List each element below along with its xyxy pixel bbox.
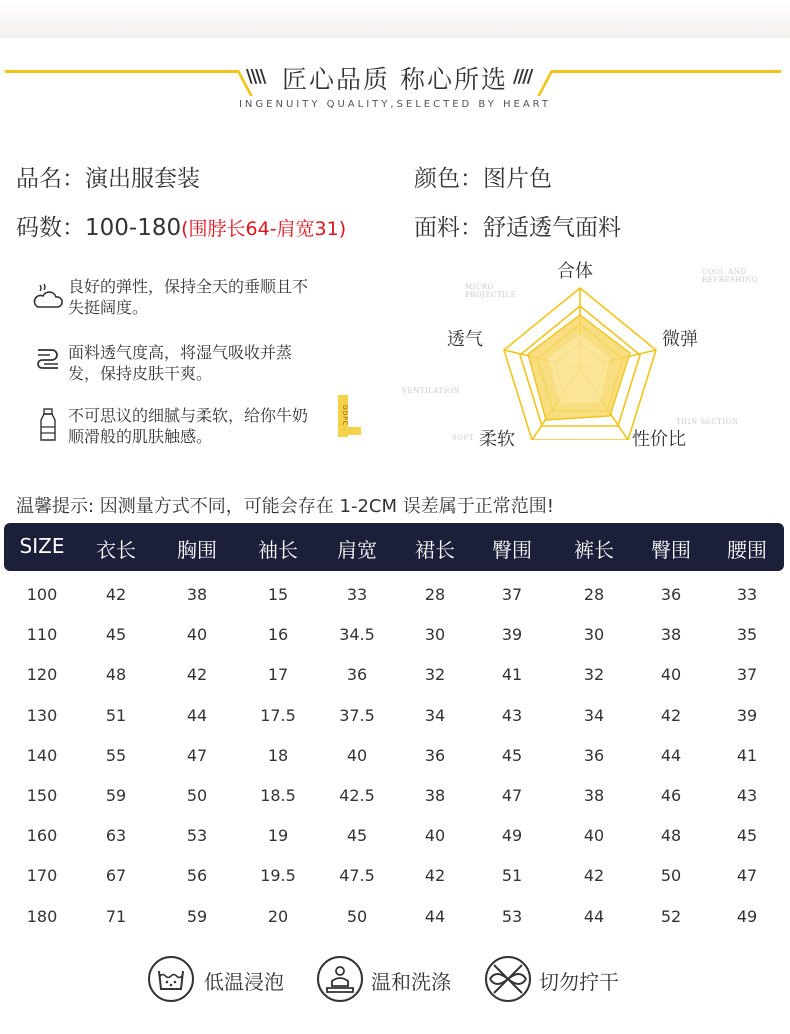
table-cell: 28 bbox=[583, 585, 605, 604]
brand-tag-foot bbox=[347, 427, 361, 435]
table-cell: 44 bbox=[583, 906, 605, 926]
care-label-wring: 切勿拧干 bbox=[539, 970, 619, 994]
table-cell: 40 bbox=[583, 826, 605, 846]
table-cell: 41 bbox=[501, 665, 523, 685]
table-cell: 48 bbox=[660, 826, 682, 846]
table-cell: 32 bbox=[583, 665, 605, 685]
table-cell: 170 bbox=[26, 866, 58, 886]
table-row bbox=[0, 776, 790, 816]
table-cell: 35 bbox=[736, 625, 758, 645]
table-header-cell: 肩宽 bbox=[337, 538, 377, 562]
table-cell: 30 bbox=[424, 625, 446, 645]
table-cell: 42 bbox=[424, 866, 446, 886]
radar-label-value: 性价比 bbox=[632, 429, 686, 450]
table-cell: 47 bbox=[501, 786, 523, 805]
table-cell: 49 bbox=[501, 826, 523, 846]
no-wring-icon bbox=[484, 955, 532, 1003]
table-cell: 44 bbox=[186, 705, 208, 725]
table-cell: 32 bbox=[424, 665, 446, 685]
table-cell: 38 bbox=[660, 625, 682, 645]
care-label-soak: 低温浸泡 bbox=[204, 970, 284, 994]
table-cell: 45 bbox=[736, 826, 758, 846]
table-cell: 19 bbox=[267, 826, 289, 846]
low-temp-soak-icon bbox=[147, 955, 195, 1003]
table-cell: 51 bbox=[501, 866, 523, 886]
table-cell: 52 bbox=[660, 906, 682, 926]
table-cell: 43 bbox=[501, 705, 523, 725]
table-header-cell: 裙长 bbox=[415, 538, 455, 562]
table-cell: 47.5 bbox=[339, 866, 375, 886]
table-cell: 150 bbox=[26, 786, 58, 805]
table-cell: 28 bbox=[424, 585, 446, 604]
table-cell: 38 bbox=[583, 786, 605, 805]
brand-tag: DDPC bbox=[338, 395, 348, 437]
table-cell: 18 bbox=[267, 745, 289, 765]
table-cell: 47 bbox=[736, 866, 758, 886]
table-header-cell: 臀围 bbox=[492, 538, 532, 562]
table-cell: 42 bbox=[660, 705, 682, 725]
table-cell: 16 bbox=[267, 625, 289, 645]
table-header-cell: 裤长 bbox=[574, 538, 614, 562]
table-header-cell: 腰围 bbox=[727, 538, 767, 562]
table-row bbox=[0, 736, 790, 776]
radar-faint-top-right: COOL AND REFRESHING bbox=[702, 268, 758, 284]
radar-chart bbox=[490, 280, 670, 440]
table-cell: 37 bbox=[501, 585, 523, 604]
table-cell: 39 bbox=[736, 705, 758, 725]
table-cell: 71 bbox=[105, 906, 127, 926]
feature-breathable: 面料透气度高，将湿气吸收并蒸发，保持皮肤干爽。 bbox=[68, 343, 293, 383]
table-cell: 160 bbox=[26, 826, 58, 846]
table-cell: 42.5 bbox=[339, 786, 375, 805]
table-cell: 50 bbox=[660, 866, 682, 886]
table-cell: 110 bbox=[26, 625, 58, 645]
table-cell: 40 bbox=[346, 745, 368, 765]
table-cell: 41 bbox=[736, 745, 758, 765]
table-header-cell: 胸围 bbox=[177, 538, 217, 562]
table-cell: 67 bbox=[105, 866, 127, 886]
table-cell: 38 bbox=[424, 786, 446, 805]
product-color: 颜色：图片色 bbox=[414, 166, 552, 192]
table-cell: 50 bbox=[346, 906, 368, 926]
table-cell: 56 bbox=[186, 866, 208, 886]
product-fabric: 面料：舒适透气面料 bbox=[414, 215, 621, 241]
table-cell: 38 bbox=[186, 585, 208, 604]
table-cell: 40 bbox=[186, 625, 208, 645]
radar-label-breathable: 透气 bbox=[447, 329, 483, 350]
top-shade bbox=[0, 0, 790, 38]
table-cell: 45 bbox=[105, 625, 127, 645]
care-label-wash: 温和洗涤 bbox=[371, 970, 451, 994]
table-cell: 120 bbox=[26, 665, 58, 685]
table-cell: 130 bbox=[26, 705, 58, 725]
table-cell: 20 bbox=[267, 906, 289, 926]
table-cell: 30 bbox=[583, 625, 605, 645]
table-cell: 53 bbox=[186, 826, 208, 846]
table-cell: 43 bbox=[736, 786, 758, 805]
table-cell: 34.5 bbox=[339, 625, 375, 645]
radar-faint-top-left: MICRO PROJECTILE bbox=[465, 283, 517, 299]
table-cell: 36 bbox=[424, 745, 446, 765]
table-cell: 63 bbox=[105, 826, 127, 846]
table-header-cell: 衣长 bbox=[96, 538, 136, 562]
table-cell: 39 bbox=[501, 625, 523, 645]
header-slash-right: //// bbox=[513, 66, 532, 87]
table-cell: 46 bbox=[660, 786, 682, 805]
cloud-icon bbox=[32, 281, 64, 313]
table-cell: 17.5 bbox=[260, 705, 296, 725]
table-header-cell: SIZE bbox=[19, 534, 65, 558]
table-cell: 180 bbox=[26, 906, 58, 926]
table-cell: 33 bbox=[736, 585, 758, 604]
radar-faint-bottom-left: SOFT bbox=[452, 434, 475, 442]
table-cell: 19.5 bbox=[260, 866, 296, 886]
table-row bbox=[0, 897, 790, 937]
table-cell: 44 bbox=[424, 906, 446, 926]
table-cell: 18.5 bbox=[260, 786, 296, 805]
product-name: 品名：演出服套装 bbox=[16, 166, 200, 192]
radar-label-fit: 合体 bbox=[557, 261, 593, 282]
table-cell: 42 bbox=[186, 665, 208, 685]
table-cell: 55 bbox=[105, 745, 127, 765]
radar-label-elastic: 微弹 bbox=[662, 329, 698, 350]
table-cell: 51 bbox=[105, 705, 127, 725]
table-cell: 47 bbox=[186, 745, 208, 765]
table-cell: 36 bbox=[660, 585, 682, 604]
feature-soft: 不可思议的细腻与柔软，给你牛奶顺滑般的肌肤触感。 bbox=[68, 406, 309, 446]
table-cell: 40 bbox=[660, 665, 682, 685]
table-row bbox=[0, 655, 790, 695]
table-header-cell: 臀围 bbox=[651, 538, 691, 562]
table-cell: 45 bbox=[346, 826, 368, 846]
table-cell: 15 bbox=[267, 585, 289, 604]
feature-elasticity: 良好的弹性，保持全天的垂顺且不失挺阔度。 bbox=[68, 277, 309, 317]
table-cell: 48 bbox=[105, 665, 127, 685]
table-row bbox=[0, 575, 790, 615]
radar-faint-bottom-right: THIN SECTION bbox=[676, 418, 739, 426]
table-cell: 17 bbox=[267, 665, 289, 685]
table-cell: 36 bbox=[583, 745, 605, 765]
table-cell: 40 bbox=[424, 826, 446, 846]
measurement-tip: 温馨提示: 因测量方式不同，可能会存在 1-2CM 误差属于正常范围! bbox=[16, 496, 554, 517]
table-row bbox=[0, 615, 790, 655]
table-cell: 49 bbox=[736, 906, 758, 926]
table-cell: 42 bbox=[583, 866, 605, 886]
product-size bbox=[16, 209, 346, 242]
page-subtitle: INGENUITY QUALITY,SELECTED BY HEART bbox=[238, 99, 552, 110]
table-cell: 44 bbox=[660, 745, 682, 765]
table-row bbox=[0, 856, 790, 896]
table-cell: 53 bbox=[501, 906, 523, 926]
header-slash-left: \\\\ bbox=[246, 66, 265, 87]
table-cell: 140 bbox=[26, 745, 58, 765]
size-note: (围脖长64-肩宽31) bbox=[181, 218, 347, 240]
table-cell: 34 bbox=[424, 705, 446, 725]
table-cell: 37.5 bbox=[339, 705, 375, 725]
table-cell: 100 bbox=[26, 585, 58, 604]
radar-label-soft: 柔软 bbox=[479, 429, 515, 450]
wave-icon bbox=[32, 343, 64, 375]
page-title: 匠心品质 称心所选 bbox=[282, 65, 508, 94]
gentle-wash-icon bbox=[316, 955, 364, 1003]
table-cell: 50 bbox=[186, 786, 208, 805]
table-row bbox=[0, 696, 790, 736]
table-cell: 36 bbox=[346, 665, 368, 685]
table-cell: 34 bbox=[583, 705, 605, 725]
milk-bottle-icon bbox=[32, 407, 64, 439]
table-cell: 45 bbox=[501, 745, 523, 765]
table-row bbox=[0, 816, 790, 856]
table-cell: 59 bbox=[105, 786, 127, 805]
table-header-cell: 袖长 bbox=[258, 538, 298, 562]
table-cell: 59 bbox=[186, 906, 208, 926]
table-cell: 33 bbox=[346, 585, 368, 604]
table-cell: 37 bbox=[736, 665, 758, 685]
size-range: 码数：100-180 bbox=[16, 215, 182, 241]
radar-faint-left: VENTILATION bbox=[402, 387, 460, 395]
table-cell: 42 bbox=[105, 585, 127, 604]
